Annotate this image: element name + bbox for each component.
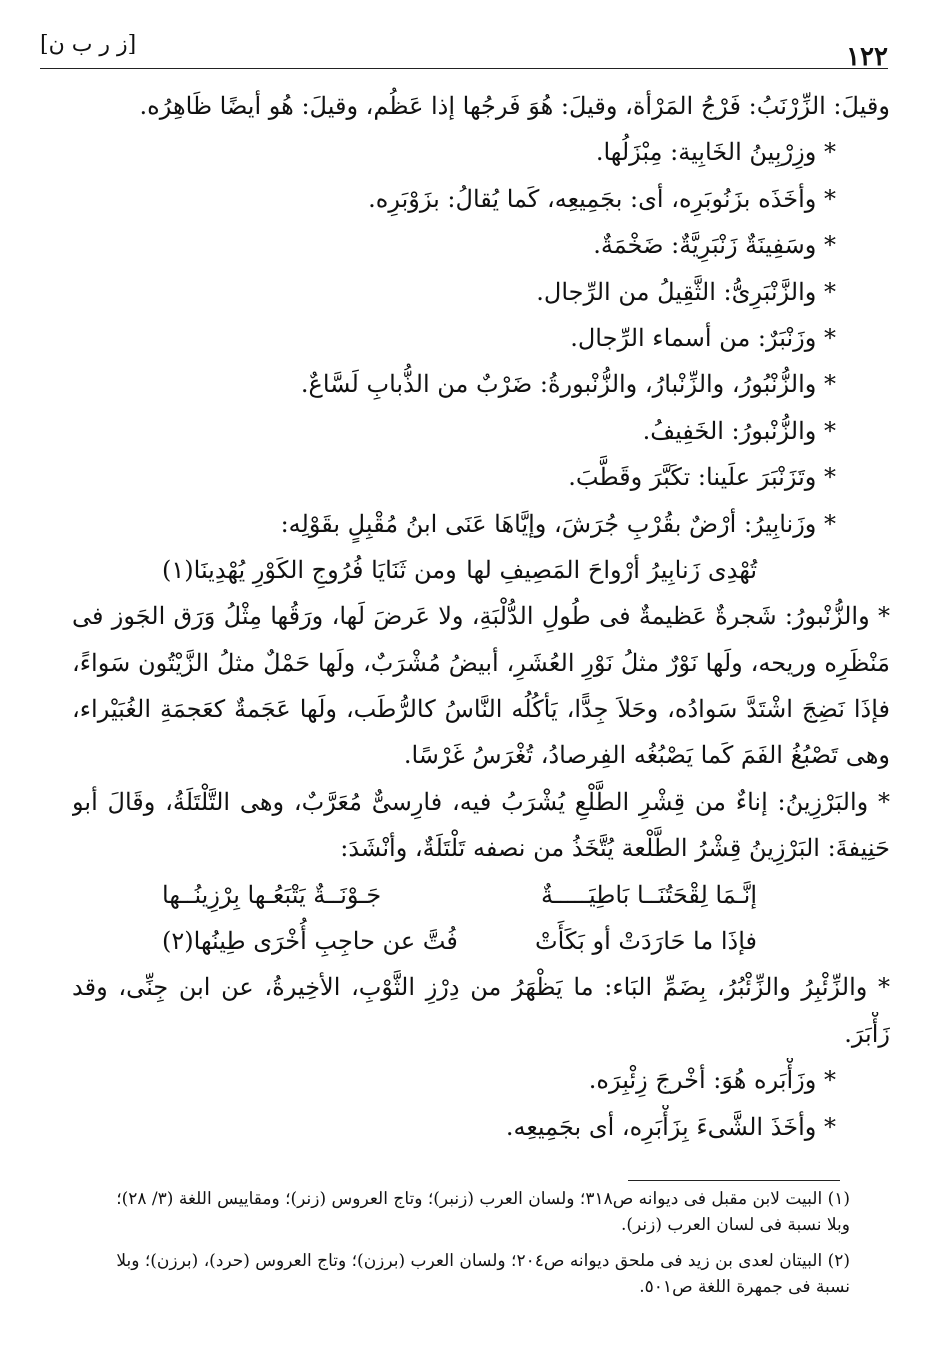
text-line: وقيلَ: الزِّرْنَبُ: فَرْجُ المَرْأة، وقيلَ: هُوَ فَرجُها إذا عَظُم، وقيلَ: هُو أيضًا ظَاهِرُه. [139,92,890,120]
text-line: فإذَا نَضِجَ اشْتَدَّ سَوادُه، وحَلاَ جِدًّا، يَأكُلُه النَّاسُ كالرُّطَب، ولَها عَجَمةٌ كعَجمَةِ الغُبَيْراء، [72,695,890,724]
footnote-1 [70,1186,850,1238]
text-line: مَنْظَرِه وريحه، ولَها نَوْرٌ مثلُ نَوْرِ العُشَرِ، أبيضُ مُشْرَبٌ، ولَها حَمْلٌ مثلُ الزَّيْتُون سَواءً، [72,648,890,677]
entry-line: * وزِرْبِينُ الخَابِية: مِبْزَلُها. [595,138,836,167]
text-line: حَنِيفةَ: البَرْزِينُ قِشْرُ الطَّلْعة يُتَّخَذُ من نصفه تَلْتَلَةٌ، وأنْشَدَ: [340,834,890,863]
footnotes [70,1186,850,1310]
text-line: * والزُّنْبورُ: شَجرةٌ عَظيمةٌ فى طُولِ الدُّلْبَةِ، ولا عَرضَ لَها، ورَقُها مِثْلُ وَرَق الجَوز فى [72,602,890,631]
footnote-line: وبلا نسبة فى لسان العرب (زنر). [620,1215,850,1235]
poem-verse [72,873,852,919]
entry-line: * والزُّنْبُورُ، والزِّنْبارُ، والزُّنْبورةُ: ضَرْبٌ من الذُّبابِ لَسَّاعٌ. [300,370,836,399]
root-label: [ز ر ب ن] [40,32,137,57]
entry-line: * وأخَذَه بزَنُوبَرِه، أى: بجَمِيعِه، كَما يُقالُ: بزَوْبَرِه. [368,184,836,213]
poem-verse [72,919,852,965]
footnote-divider [628,1180,840,1181]
entry-line: * وزَنْبَرٌ: من أسماء الرِّجال. [570,323,836,352]
footnote-2 [70,1248,850,1300]
verse-second-hemistich: جَـوْنَــةٌ يَتْبَعُـها بِرْزِينُــها [162,880,382,909]
entry-line: * والزُّنْبورُ: الخَفِيفُ. [642,416,836,445]
main-text [72,84,890,1151]
entry-line: * وسَفِينَةٌ زَنْبَرِيَّةٌ: ضَخْمَةٌ. [593,231,836,260]
text-line: زَأْبَرَ. [844,1019,890,1048]
verse-second-hemistich: ومن ثَنَايَا فُرُوجِ الكَوْرِ يُهْدِينَا(١) [162,555,457,584]
footnote-line: (١) البيت لابن مقبل فى ديوانه ص٣١٨؛ ولسان العرب (زنبر)؛ وتاج العروس (زنر)؛ ومقاييس اللغة (٣/ ٢٨)؛ [116,1189,850,1209]
text-line: * والزِّئْبِرُ والزِّئْبُرُ، بِضَمِّ البَاء: ما يَظْهَرُ من دِرْزِ الثَّوْبِ، الأخِيرةُ، عن ابن جِنِّى، وقد [72,973,890,1002]
verse-first-hemistich: تُهْدِى زَنابِيرُ أرْواحَ المَصِيفِ لها [466,555,757,584]
footnote-line: نسبة فى جمهرة اللغة ص٥٠١. [639,1277,850,1297]
verse-first-hemistich: إنَّـمَا لِقْحَتُنَــا بَاطِيَـــــةٌ [541,880,757,909]
entry-line: * وزَنابِيرُ: أرْضٌ بقُرْبِ جُرَشَ، وإيَّاهَا عَنَى ابنُ مُقْبِلٍ بقَوْلِه: [280,509,836,538]
entry-line: * وزَأْبَره هُوَ: أخْرجَ زِئْبِرَه. [588,1066,836,1095]
page-header [40,28,888,70]
header-divider [40,68,888,69]
entry-line: * والزَّنْبَرِىُّ: الثَّقِيلُ من الرِّجال. [536,277,836,306]
page-number: ١٢٢ [846,42,888,72]
text-line: * والبَرْزِينُ: إناءٌ من قِشْرِ الطَّلْعِ يُشْرَبُ فيه، فارِسىٌّ مُعَرَّبٌ، وهى التَّلْتَلَةُ، وقَالَ أبو [72,787,890,816]
footnote-line: (٢) البيتان لعدى بن زيد فى ملحق ديوانه ص٢٠٤؛ ولسان العرب (برزن)؛ وتاج العروس (حرد)، (برزن)؛ وبلا [116,1251,850,1271]
verse-second-hemistich: فُتَّ عن حاجِبِ أُخْرَى طِينُها(٢) [162,927,458,956]
poem-verse [72,548,852,594]
verse-first-hemistich: فإذَا ما حَارَدَتْ أو بَكَأَتْ [535,927,757,956]
entry-line: * وأخَذَ الشَّىءَ بِزَأْبَرِه، أى بجَمِيعِه. [505,1112,836,1141]
text-line: وهى تَصْبُغُ الفَمَ كَما يَصْبُغُه الفِرصادُ، تُغْرَسُ غَرْسًا. [403,741,890,770]
entry-line: * وتَزَنْبَرَ علَينا: تكَبَّرَ وقَطَّبَ. [568,463,836,492]
